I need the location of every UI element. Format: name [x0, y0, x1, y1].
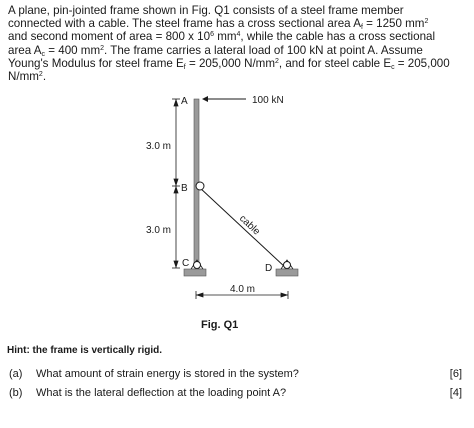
point-d-label: D [265, 263, 273, 274]
problem-line-3: and second moment of area = 800 x $10^6$ $mm^4$, while the cable has a cross sectional [8, 30, 436, 44]
vertical-dimension [172, 99, 180, 268]
load-label: 100 kN [252, 95, 284, 106]
question-text: What amount of strain energy is stored in the system? [36, 368, 299, 380]
figure-caption: Fig. Q1 [201, 319, 239, 331]
question-marks: [4] [449, 387, 462, 399]
problem-line-6: $N/mm^2$. [8, 70, 47, 84]
upper-dimension-label: 3.0 m [146, 141, 172, 152]
hint-text: Hint: the frame is vertically rigid. [7, 345, 163, 356]
problem-line-2: connected with a cable. The steel frame has a cross sectional area $A_f = 1250$ $mm^2$ [8, 17, 429, 32]
problem-line-4: area $A_c = 400$ $mm^2$. The frame carries a lateral load of 100 kN at point A. Assume [8, 43, 423, 58]
pin-b [196, 182, 204, 190]
point-c-label: C [182, 258, 190, 269]
point-b-label: B [181, 183, 188, 194]
question-marks: [6] [449, 368, 462, 380]
question-b [0, 387, 474, 402]
question-letter: (a) [9, 368, 23, 380]
problem-line-1: A plane, pin-jointed frame shown in Fig. Q1 consists of a steel frame member [8, 4, 404, 17]
lower-dimension-label: 3.0 m [146, 225, 172, 236]
point-a-label: A [181, 96, 188, 107]
horizontal-dimension-label: 4.0 m [230, 284, 256, 295]
cable [199, 187, 286, 268]
question-a [0, 368, 474, 383]
cable-label: cable [236, 213, 262, 238]
question-letter: (b) [9, 387, 23, 399]
question-text: What is the lateral deflection at the loading point A? [36, 387, 287, 399]
problem-line-5: Young's Modulus for steel frame $E_f = 205,000$ $N/mm^2$, and for steel cable $E_c = 205,000$ [8, 56, 450, 71]
